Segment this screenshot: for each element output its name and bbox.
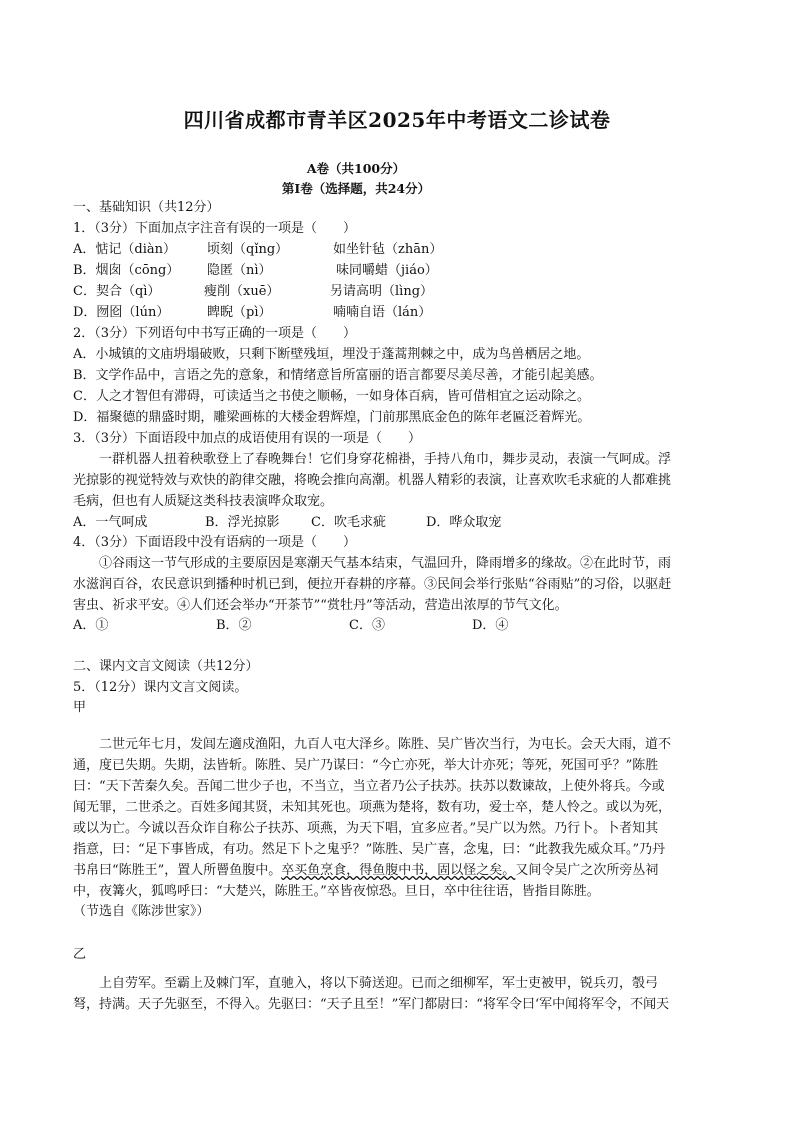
passage-jia-line: 曰：“天下苦秦久矣。吾闻二世少子也，不当立，当立者乃公子扶苏。扶苏以数谏故，上使外将兵。今或 (73, 779, 665, 794)
q4-passage-line: 水滋润百谷，农民意识到播种时机已到，便拉开春耕的序幕。③民间会举行张贴“谷雨贴”的习俗，以驱赶 (73, 577, 672, 592)
passage-jia-line: 通，度已失期。失期，法皆斩。陈胜、吴广乃谋曰：“今亡亦死，举大计亦死；等死，死国可乎？”陈胜 (73, 758, 659, 773)
q2-option-d: D．福聚德的鼎盛时期，雕梁画栋的大楼金碧辉煌，门前那黑底金色的陈年老匾泛着辉光。 (73, 410, 591, 425)
q4-option-b: B．② (216, 618, 252, 633)
q4-option-a: A．① (73, 618, 109, 633)
q4-passage-line: 害虫、祈求平安。④人们还会举办“开茶节”“赏牡丹”等活动，营造出浓厚的节气文化。 (73, 598, 568, 613)
section-2-heading: 二、课内文言文阅读（共12分） (73, 659, 259, 674)
passage-jia-label: 甲 (73, 700, 87, 715)
q1-option-d-1: D．囫囵（lún） (73, 305, 170, 320)
q2-stem: 2．（3分）下列语句中书写正确的一项是（ ） (73, 326, 357, 341)
q1-option-d-3: 喃喃自语（lán） (333, 305, 432, 320)
q5-stem: 5．（12分）课内文言文阅读。 (73, 680, 248, 695)
passage-jia-line (73, 861, 658, 881)
passage-jia-text: 又间令吴广之次所旁丛祠 (515, 863, 659, 878)
q4-option-d: D．④ (472, 618, 509, 633)
q1-option-a-2: 顷刻（qǐng） (207, 242, 289, 257)
passage-yi-line: 弩，持满。天子先驱至，不得入。先驱曰：“天子且至！”军门都尉曰：“将军令曰‘军中闻将军令，不闻天 (73, 997, 670, 1012)
passage-jia-line: 或以为亡。今诚以吾众诈自称公子扶苏、项燕，为天下唱，宜多应者。”吴广以为然。乃行卜。卜者知其 (73, 821, 659, 836)
exam-title: 四川省成都市青羊区2025年中考语文二诊试卷 (183, 108, 611, 132)
q3-option-a: A．一气呵成 (73, 515, 148, 530)
q3-passage-line: 一群机器人扭着秧歌登上了春晚舞台！它们身穿花棉褂，手持八角巾，舞步灵动，表演一气呵成。浮 (99, 452, 672, 467)
q4-option-c: C．③ (349, 618, 385, 633)
part-label: 第Ⅰ卷（选择题，共24分） (281, 181, 431, 196)
passage-jia-source: （节选自《陈涉世家》） (73, 904, 210, 919)
q1-option-c-2: 瘦削（xuē） (204, 284, 280, 299)
q3-stem: 3．（3分）下面语段中加点的成语使用有误的一项是（ ） (73, 431, 422, 446)
passage-jia-line: 闻无罪，二世杀之。百姓多闻其贤，未知其死也。项燕为楚将，数有功，爱士卒，楚人怜之。或以为死， (73, 800, 672, 815)
q3-option-c: C．吹毛求疵 (311, 515, 386, 530)
q4-stem: 4．（3分）下面语段中没有语病的一项是（ ） (73, 535, 357, 550)
q3-option-d: D．哗众取宠 (426, 515, 502, 530)
passage-jia-line: 指意，曰：“足下事皆成，有功。然足下卜之鬼乎？”陈胜、吴广喜，念鬼，曰：“此教我先威众耳。”乃丹 (73, 842, 666, 857)
passage-jia-line: 中，夜篝火，狐鸣呼曰：“大楚兴，陈胜王。”卒皆夜惊恐。旦日，卒中往往语，皆指目陈胜。 (73, 884, 600, 899)
passage-jia-text: 书帛曰“陈胜王”，置人所罾鱼腹中。 (73, 863, 282, 878)
passage-yi-label: 乙 (73, 947, 87, 962)
q1-stem: 1．（3分）下面加点字注音有误的一项是（ ） (73, 221, 357, 236)
q1-option-c-1: C．契合（qì） (73, 284, 161, 299)
volume-label: A卷（共100分） (306, 161, 406, 176)
q1-option-b-1: B．烟囱（cōng） (73, 263, 180, 278)
q1-option-a-1: A．惦记（diàn） (73, 242, 176, 257)
q1-option-b-2: 隐匿（nì） (207, 263, 272, 278)
q1-option-b-3: 味同嚼蜡（jiáo） (336, 263, 438, 278)
q2-option-a: A．小城镇的文庙坍塌破败，只剩下断壁残垣，埋没于蓬蒿荆棘之中，成为鸟兽栖居之地。 (73, 347, 590, 362)
q1-option-a-3: 如坐针毡（zhān） (333, 242, 443, 257)
q1-option-c-3: 另请高明（lìng） (330, 284, 434, 299)
q2-option-c: C．人之才智但有滞碍，可读适当之书使之顺畅，一如身体百病，皆可借相宜之运动除之。 (73, 389, 590, 404)
q1-option-d-2: 睥睨（pì） (207, 305, 272, 320)
q3-passage-line: 光掠影的视觉特效与欢快的韵律交融，将晚会推向高潮。机器人精彩的表演，让喜欢吹毛求疵的人都难挑 (73, 473, 672, 488)
q3-passage-line: 毛病，但也有人质疑这类科技表演哗众取宠。 (73, 494, 334, 509)
q2-option-b: B．文学作品中，言语之先的意象，和情绪意旨所富丽的语言都要尽美尽善，才能引起美感。 (73, 368, 603, 383)
q4-passage-line: ①谷雨这一节气形成的主要原因是寒潮天气基本结束，气温回升，降雨增多的缘故。②在此时节，雨 (99, 556, 672, 571)
q3-option-b: B．浮光掠影 (205, 515, 280, 530)
passage-yi-line: 上自劳军。至霸上及棘门军，直驰入，将以下骑送迎。已而之细柳军，军士吏被甲，锐兵刃，彀弓 (99, 976, 659, 991)
section-1-heading: 一、基础知识（共12分） (73, 200, 220, 215)
passage-jia-line: 二世元年七月，发闾左適戍渔阳，九百人屯大泽乡。陈胜、吴广皆次当行，为屯长。会天大雨，道不 (99, 737, 672, 752)
passage-jia-underlined-sentence: 卒买鱼烹食，得鱼腹中书，固以怪之矣。 (281, 863, 516, 878)
